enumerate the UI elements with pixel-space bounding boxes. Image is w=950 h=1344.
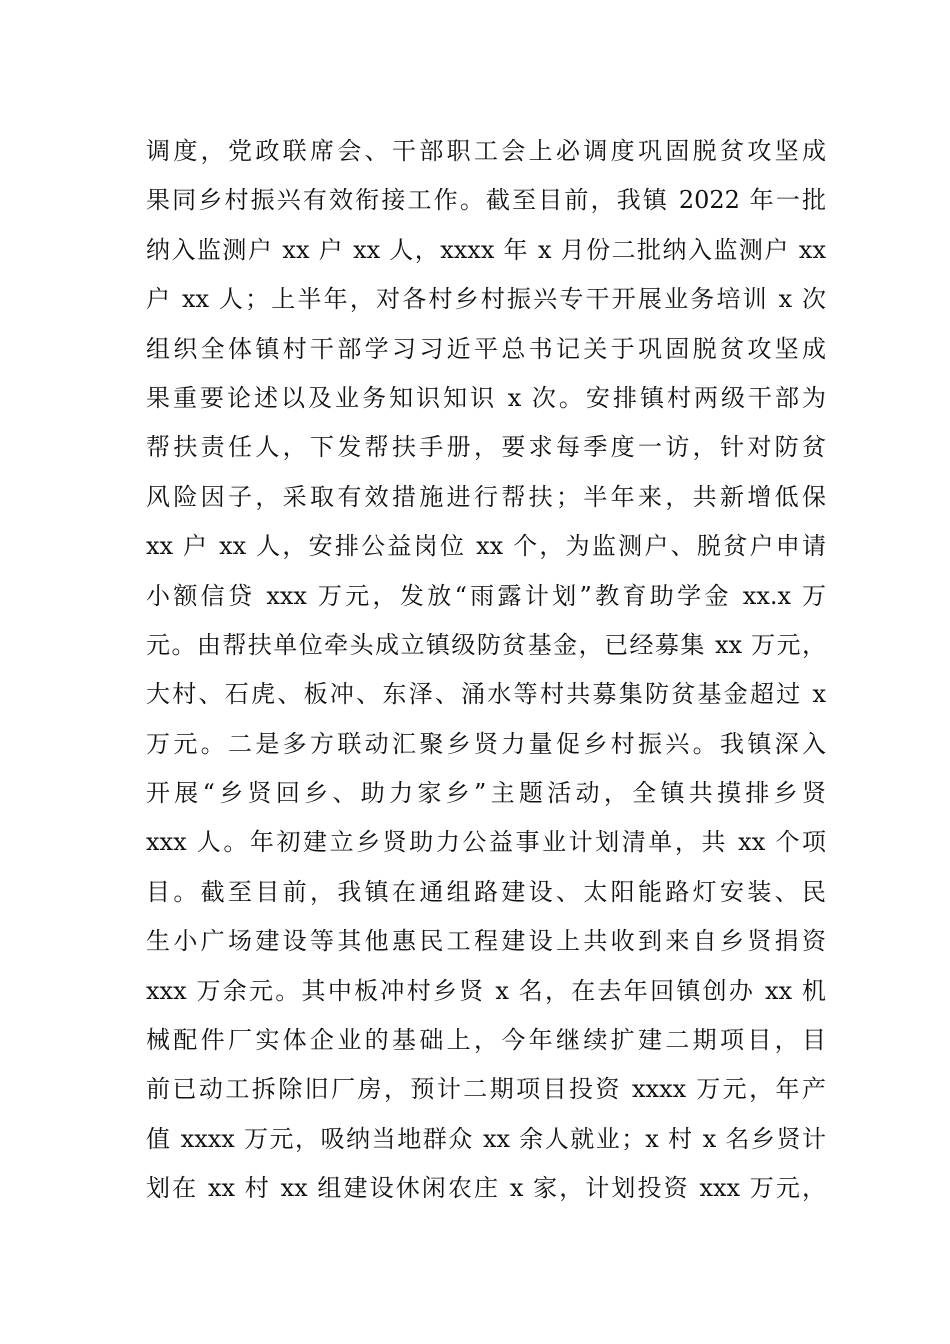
text-line: 划在 xx 村 xx 组建设休闲农庄 x 家，计划投资 xxx 万元， <box>146 1174 826 1203</box>
text-line: 值 xxxx 万元，吸纳当地群众 xx 余人就业；x 村 x 名乡贤计 <box>146 1124 826 1153</box>
text-line: 大村、石虎、板冲、东泽、涌水等村共募集防贫基金超过 x <box>146 680 826 709</box>
text-line: 万元。二是多方联动汇聚乡贤力量促乡村振兴。我镇深入 <box>146 729 826 758</box>
text-line: 生小广场建设等其他惠民工程建设上共收到来自乡贤捐资 <box>146 927 826 956</box>
text-line: 小额信贷 xxx 万元，发放“雨露计划”教育助学金 xx.x 万 <box>146 581 826 610</box>
text-line: 户 xx 人；上半年，对各村乡村振兴专干开展业务培训 x 次 <box>146 285 826 314</box>
text-line: 果同乡村振兴有效衔接工作。截至目前，我镇 2022 年一批 <box>146 186 826 215</box>
text-line: 调度，党政联席会、干部职工会上必调度巩固脱贫攻坚成 <box>146 137 826 165</box>
text-line: 组织全体镇村干部学习习近平总书记关于巩固脱贫攻坚成 <box>146 334 826 363</box>
text-line: 械配件厂实体企业的基础上，今年继续扩建二期项目，目 <box>146 1026 826 1055</box>
text-line: xxx 人。年初建立乡贤助力公益事业计划清单，共 xx 个项 <box>146 828 826 857</box>
text-line: 纳入监测户 xx 户 xx 人，xxxx 年 x 月份二批纳入监测户 xx <box>146 235 826 264</box>
text-line: 开展“乡贤回乡、助力家乡”主题活动，全镇共摸排乡贤 <box>146 779 826 808</box>
text-line: 果重要论述以及业务知识知识 x 次。安排镇村两级干部为 <box>146 383 826 412</box>
text-line: 风险因子，采取有效措施进行帮扶；半年来，共新增低保 <box>146 482 826 511</box>
text-line: 前已动工拆除旧厂房，预计二期项目投资 xxxx 万元，年产 <box>146 1075 826 1104</box>
text-line: 目。截至目前，我镇在通组路建设、太阳能路灯安装、民 <box>146 877 826 906</box>
body-paragraph <box>146 127 826 1214</box>
text-line: xxx 万余元。其中板冲村乡贤 x 名，在去年回镇创办 xx 机 <box>146 976 826 1005</box>
text-line: 元。由帮扶单位牵头成立镇级防贫基金，已经募集 xx 万元， <box>146 630 826 659</box>
text-line: xx 户 xx 人，安排公益岗位 xx 个，为监测户、脱贫户申请 <box>146 532 826 561</box>
text-line: 帮扶责任人，下发帮扶手册，要求每季度一访，针对防贫 <box>146 433 826 462</box>
